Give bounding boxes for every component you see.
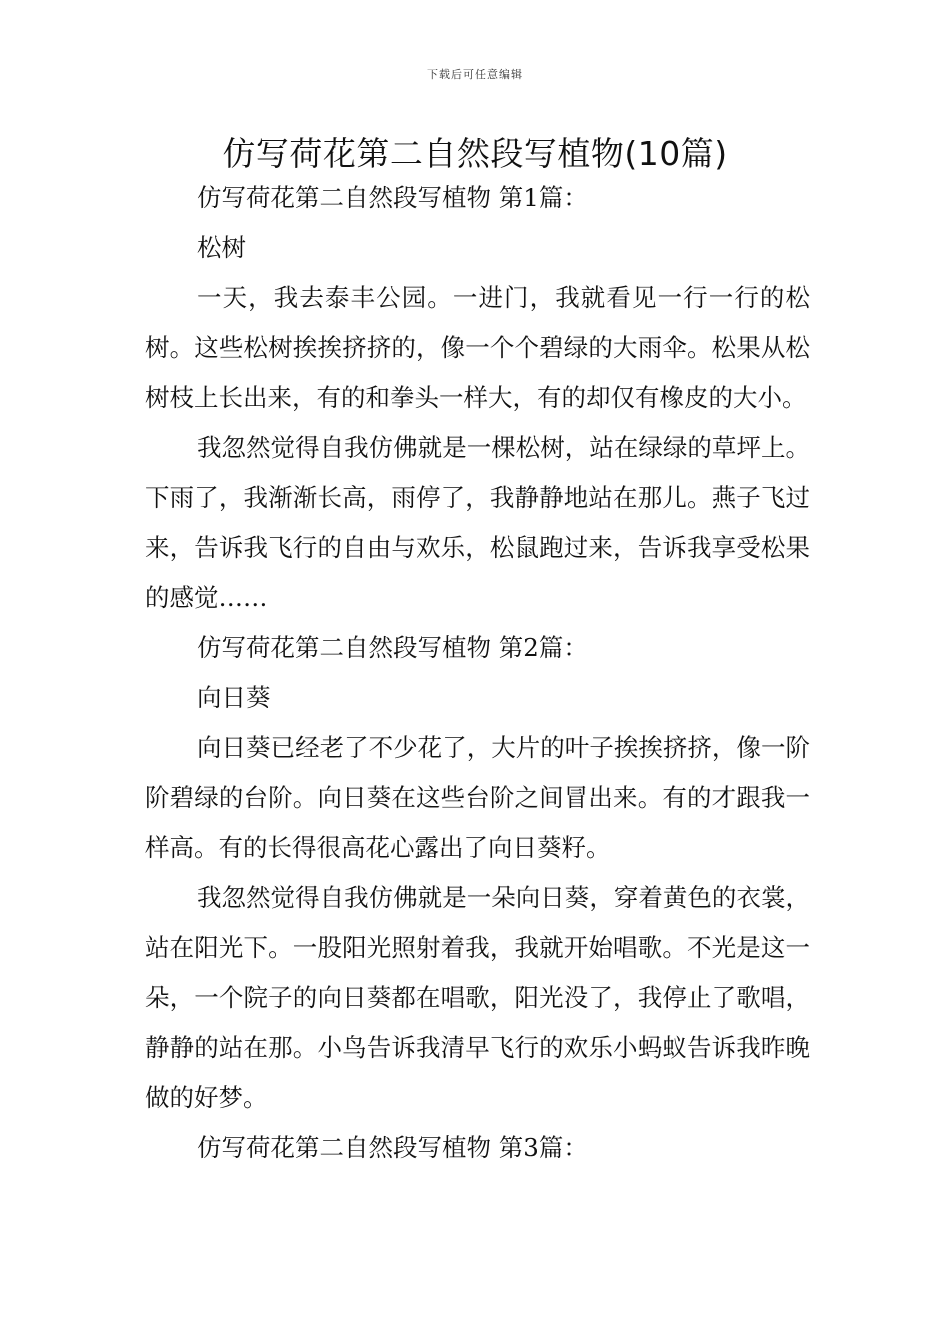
section-subtitle-2: 向日葵	[197, 683, 271, 712]
document-title: 仿写荷花第二自然段写植物(10篇)	[222, 134, 728, 173]
section-heading-3: 仿写荷花第二自然段写植物 第3篇：	[197, 1133, 588, 1162]
section-subtitle-1: 松树	[197, 233, 246, 262]
paragraph-1-2: 我忽然觉得自我仿佛就是一棵松树，站在绿绿的草坪上。下雨了，我渐渐长高，雨停了，我静静地站在那儿。燕子飞过来，告诉我飞行的自由与欢乐，松鼠跑过来，告诉我享受松果的感觉……	[145, 433, 810, 612]
paragraph-1-1: 一天，我去泰丰公园。一进门，我就看见一行一行的松树。这些松树挨挨挤挤的，像一个个碧绿的大雨伞。松果从松树枝上长出来，有的和拳头一样大，有的却仅有橡皮的大小。	[145, 283, 810, 412]
paragraph-2-2: 我忽然觉得自我仿佛就是一朵向日葵，穿着黄色的衣裳，站在阳光下。一股阳光照射着我，我就开始唱歌。不光是这一朵，一个院子的向日葵都在唱歌，阳光没了，我停止了歌唱，静静的站在那。小鸟告诉我清早飞行的欢乐小蚂蚁告诉我昨晚做的好梦。	[145, 883, 810, 1112]
paragraph-2-1: 向日葵已经老了不少花了，大片的叶子挨挨挤挤，像一阶阶碧绿的台阶。向日葵在这些台阶之间冒出来。有的才跟我一样高。有的长得很高花心露出了向日葵籽。	[145, 733, 810, 862]
section-heading-1: 仿写荷花第二自然段写植物 第1篇：	[197, 183, 588, 212]
document-body	[145, 173, 810, 1173]
header-note: 下载后可任意编辑	[427, 68, 523, 81]
section-heading-2: 仿写荷花第二自然段写植物 第2篇：	[197, 633, 588, 662]
